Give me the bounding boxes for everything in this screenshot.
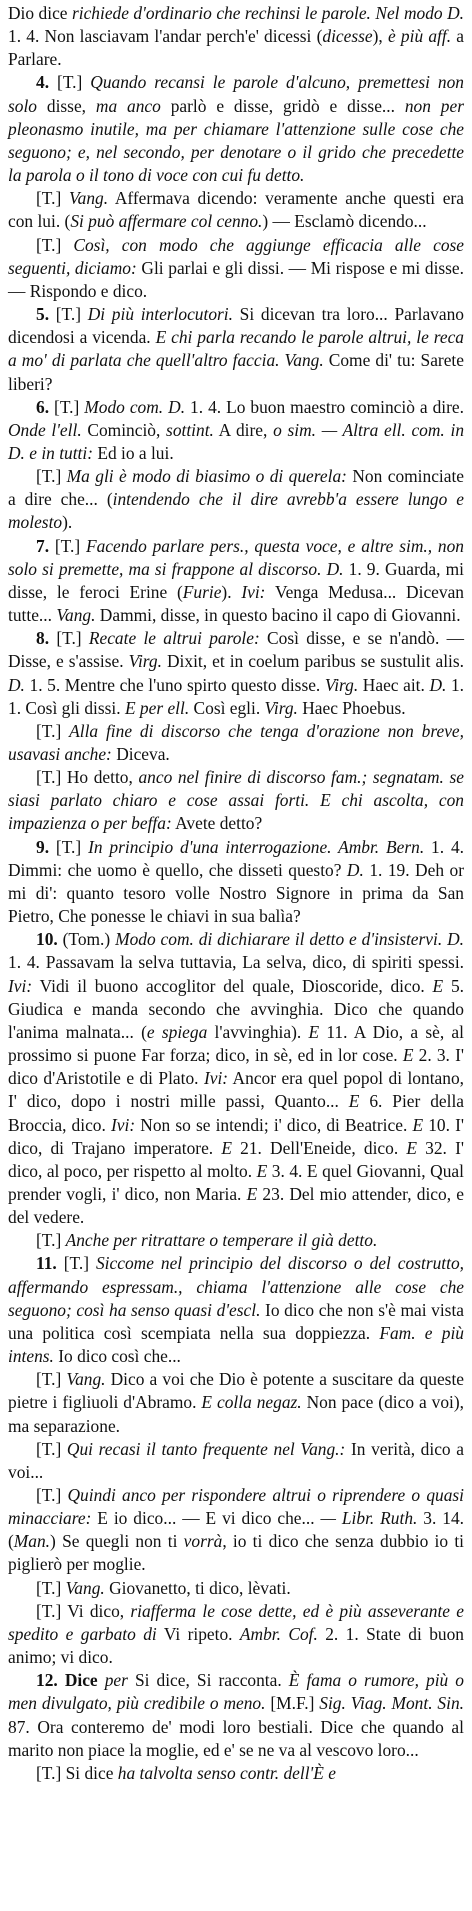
text-run: Haec ait. — [358, 674, 430, 695]
italic-text: D. — [8, 674, 25, 695]
text-run: Affermava dicendo: veramente anche questi era con lui. ( — [8, 188, 464, 232]
sense-number: 6. — [36, 396, 50, 417]
sense-number: 8. — [36, 628, 50, 649]
italic-text: dicesse — [322, 26, 373, 47]
italic-text: E colla negaz. — [201, 1392, 302, 1413]
italic-text: Sig. Viag. Mont. Sin. — [319, 1693, 464, 1714]
italic-text: Ivi: — [241, 581, 266, 602]
text-run: Avete detto? — [171, 813, 263, 834]
italic-text: Siccome nel principio del discorso o del costrutto, affermando espressam., chiama l'attenzione alle cose che seguono; così ha senso quasi d'escl. — [8, 1253, 464, 1320]
text-run: 1. 4. Passavam la selva tuttavia, La selva, dico, di spiriti spessi. — [8, 952, 464, 973]
italic-text: Ambr. Cof. — [239, 1623, 318, 1644]
italic-text: Ivi: — [8, 975, 33, 996]
italic-text: ha talvolta senso contr. dell'È e — [117, 1762, 336, 1783]
text-run: [T.] — [36, 234, 74, 255]
italic-text: Quando recansi le parole d'alcuno, premettesi non solo — [8, 72, 464, 116]
entry-paragraph — [8, 396, 464, 465]
text-run — [98, 1670, 105, 1690]
text-run: A dire, — [213, 419, 274, 440]
text-run — [58, 1670, 65, 1690]
text-run: [T.] — [36, 188, 69, 209]
italic-text: Modo com. di dichiarare il detto e d'insistervi. D. — [115, 929, 464, 950]
text-run: 2. 3. I' dico d'Aristotile e di Plato. — [8, 1045, 464, 1089]
entry-paragraph — [8, 465, 464, 534]
text-run: 1. 4. Non lasciavam l'andar perch'e' dicessi ( — [8, 26, 323, 47]
italic-text: o sim. — Altra ell. com. in D. e in tutti: — [8, 419, 465, 463]
text-run: ), — [372, 26, 388, 47]
text-run: Si dicevan tra loro... Parlavano dicendosi a vicenda. — [8, 304, 464, 348]
entry-paragraph — [8, 1600, 464, 1669]
text-run: l'avvinghia). — [207, 1021, 309, 1042]
italic-text: non per pleonasmo inutile, ma per chiamare l'attenzione sulle cose che seguono; e, nel secondo, per denotare o il grido che precedette la parola o il tono di voce con cui fu detto. — [8, 95, 464, 186]
text-run: 10. I' dico, di Trajano imperatore. — [8, 1114, 465, 1158]
italic-text: sottint. — [166, 419, 214, 440]
italic-text: Ivi: — [203, 1068, 229, 1089]
sense-number: 9. — [36, 836, 50, 857]
sense-number: 7. — [36, 535, 50, 556]
sense-number: 11. — [36, 1253, 57, 1274]
italic-text: intendendo che il dire avrebb'a essere lungo e molesto — [8, 489, 464, 533]
text-run: ). — [62, 512, 73, 533]
text-run: Vi ripeto. — [156, 1623, 240, 1644]
italic-text: E — [402, 1045, 414, 1066]
text-run: [T.] — [36, 1485, 68, 1505]
italic-text: Recate le altrui parole: — [88, 628, 260, 649]
italic-text: Virg. — [324, 674, 359, 695]
italic-text: E — [406, 1137, 417, 1158]
italic-text: Alla fine di discorso che tenga d'orazione non breve, usavasi anche: — [8, 720, 465, 764]
text-run: Vidi il buono accoglitor del quale, Dioscoride, dico. — [32, 975, 433, 996]
entry-paragraph — [8, 766, 464, 835]
text-run: 6. Pier della Broccia, dico. — [8, 1091, 464, 1135]
text-run: Dammi, disse, in questo bacino il capo di Giovanni. — [95, 605, 461, 626]
italic-text: È fama o rumore, più o men divulgato, più credibile o meno. — [8, 1670, 464, 1714]
text-run: Giovanetto, ti dico, lèvati. — [104, 1577, 291, 1598]
italic-text: Vang. — [56, 605, 96, 626]
italic-text: E — [256, 1160, 268, 1181]
entry-paragraph — [8, 928, 464, 1229]
text-run: 1. 19. Deh or mi di': quanto tesoro volle Nostro Signore in prima da San Pietro, Che ponesse le chiavi in sua balìa? — [8, 859, 464, 927]
text-run: a Parlare. — [8, 26, 464, 70]
text-run: 23. Del mio attender, dico, e del vedere. — [8, 1183, 464, 1228]
italic-text: E — [308, 1021, 320, 1042]
text-run: Diceva. — [111, 744, 170, 764]
entry-paragraph — [8, 187, 464, 233]
text-run: [T.] — [36, 1577, 66, 1598]
italic-text: Vang. — [65, 1577, 105, 1598]
italic-text: vorrà — [183, 1531, 223, 1552]
text-run: [T.] Vi dico, — [36, 1600, 131, 1621]
text-run: Io dico così che... — [53, 1346, 181, 1367]
entry-paragraph — [8, 1762, 464, 1785]
text-run: , io ti dico che senza dubbio io ti piglierò per moglie. — [8, 1531, 464, 1575]
italic-text: Fam. e più intens. — [8, 1322, 464, 1367]
text-run: 2. 1. State di buon animo; vi dico. — [8, 1623, 464, 1668]
italic-text: Modo com. D. — [84, 396, 186, 417]
text-run: 1. 4. Lo buon maestro cominciò a dire. — [185, 396, 464, 417]
italic-text: Facendo parlare pers., questa voce, e altre sim., non solo si premette, ma si frappone al discorso. D. — [8, 535, 464, 579]
text-run: 87. Ora conteremo de' modi loro bestiali. Dice che quando al marito non piace la moglie, ed e' se ne va al vescovo loro... — [8, 1716, 464, 1760]
text-run: 1. 1. Così gli dissi. — [8, 674, 464, 718]
text-run: Dixit, et in coelum paribus se sustulit alis. — [161, 651, 464, 672]
text-run: Come di' tu: Sarete liberi? — [8, 350, 464, 394]
text-run: [T.] — [36, 1369, 67, 1390]
text-run: Dico a voi che Dio è potente a suscitare da queste pietre i figliuoli d'Abramo. — [8, 1369, 464, 1413]
text-run: [T.] — [49, 836, 89, 857]
text-run: Così disse, e se n'andò. — Disse, e s'assise. — [8, 628, 464, 672]
italic-text: è più aff. — [387, 26, 452, 47]
text-run: [T.] — [56, 1253, 96, 1274]
italic-text: Furie — [182, 581, 222, 602]
italic-text: — Libr. Ruth. — [320, 1508, 418, 1529]
text-run: Ancor era quel popol di lontano, I' dico, dopo i nostri mille passi, Quanto... — [8, 1068, 464, 1112]
italic-text: Vang. — [66, 1369, 106, 1390]
text-run: Haec Phoebus. — [297, 697, 406, 718]
entry-paragraph — [8, 1669, 464, 1762]
entry-paragraph — [8, 234, 464, 303]
text-run: [T.] — [49, 72, 91, 93]
italic-text: Quindi anco per rispondere altrui o riprendere o quasi minacciare: — [8, 1485, 465, 1529]
italic-text: Così, con modo che aggiunge efficacia alle cose seguenti, diciamo: — [8, 234, 464, 278]
text-run: 3. 4. E quel Giovanni, Qual prender vogli, i' dico, non Maria. — [8, 1160, 464, 1204]
text-run: E io dico... — E vi dico che... — [91, 1508, 321, 1529]
entry-paragraph — [8, 303, 464, 396]
italic-text: per — [104, 1670, 128, 1691]
italic-text: richiede d'ordinario che rechinsi le parole. Nel modo D. — [71, 3, 464, 23]
italic-text: anco nel finire di discorso fam.; segnatam. se siasi parlato chiaro e cose assai forti. E chi ascolta, con impazienza o per beffa: — [8, 767, 464, 834]
italic-text: E — [348, 1091, 360, 1112]
text-run: 3. 14. ( — [8, 1508, 464, 1552]
text-run: Non so se intendi; i' dico, di Beatrice. — [135, 1114, 413, 1135]
italic-text: Si può affermare col cenno. — [70, 211, 263, 232]
italic-text: E — [221, 1137, 232, 1158]
italic-text: E — [412, 1114, 424, 1135]
text-run: [T.] — [49, 535, 86, 556]
entry-paragraph — [8, 71, 464, 187]
text-run: Gli parlai e gli dissi. — Mi rispose e mi disse. — Rispondo e dico. — [8, 257, 465, 301]
text-run: Non cominciate a dire che... ( — [8, 466, 465, 510]
italic-text: Ma gli è modo di biasimo o di querela: — [66, 466, 347, 487]
text-run: Io dico che non s'è mai vista una politica così scempiata nella sua doppiezza. — [8, 1299, 464, 1343]
text-run: disse, — [37, 95, 96, 116]
text-run: ). — [221, 581, 242, 602]
entry-paragraph — [8, 1252, 464, 1368]
entry-paragraph — [8, 1229, 464, 1252]
sense-number: 4. — [36, 72, 50, 93]
text-run: 1. 5. Mentre che l'uno spirto questo disse. — [24, 674, 325, 695]
text-run: 32. I' dico, al poco, per rispetto al molto. — [8, 1137, 465, 1181]
entry-paragraph — [8, 1438, 464, 1484]
italic-text: E — [432, 975, 444, 996]
text-run: Venga Medusa... Dicevan tutte... — [8, 581, 464, 626]
text-run: ) — Esclamò dicendo... — [262, 211, 427, 232]
text-run: [T.] — [36, 1438, 67, 1459]
entry-paragraph — [8, 1368, 464, 1437]
text-run: (Tom.) — [57, 929, 116, 950]
text-run: parlò e disse, gridò e disse... — [160, 95, 405, 116]
text-run: 1. 4. Dimmi: che uomo è quello, che disseti questo? — [8, 836, 465, 880]
entry-paragraph — [8, 1577, 464, 1600]
italic-text: D. — [346, 859, 364, 880]
italic-text: Virg. — [264, 697, 298, 718]
text-run: [T.] — [49, 304, 88, 325]
sense-number: 12. — [36, 1670, 58, 1691]
italic-text: e spiega — [146, 1021, 208, 1042]
italic-text: Man. — [13, 1531, 51, 1552]
text-run: Così egli. — [189, 697, 265, 718]
text-run: [T.] Ho detto, — [36, 767, 139, 788]
text-run: [M.F.] — [265, 1693, 320, 1714]
text-run: [T.] — [36, 720, 70, 741]
italic-text: Qui recasi il tanto frequente nel Vang.: — [66, 1438, 346, 1459]
italic-text: E per ell. — [124, 697, 190, 718]
italic-text: Onde l'ell. — [8, 419, 82, 440]
italic-text: ma anco — [95, 95, 161, 116]
italic-text: Di più interlocutori. — [87, 304, 233, 325]
text-run: Si dice, Si racconta. — [127, 1670, 289, 1691]
entry-paragraph — [8, 836, 464, 929]
text-run: Ed io a lui. — [93, 442, 174, 463]
italic-text: In principio d'una interrogazione. Ambr. Bern. — [88, 836, 425, 857]
entry-paragraph — [8, 1484, 464, 1577]
entry-paragraph — [8, 720, 464, 766]
text-run: Dio dice — [8, 3, 72, 23]
italic-text: D. — [429, 674, 447, 695]
italic-text: E chi parla recando le parole altrui, le reca a mo' di parlata che quell'altro faccia. Vang. — [8, 327, 464, 371]
italic-text: riafferma le cose dette, ed è più asseverante e spedito e garbato di — [8, 1600, 464, 1644]
italic-text: Vang. — [68, 188, 109, 209]
text-run: [T.] — [36, 466, 67, 487]
text-run: [T.] — [36, 1230, 66, 1251]
text-run: Non pace (dico a voi), ma separazione. — [8, 1392, 464, 1436]
text-run: [T.] — [49, 396, 85, 417]
sense-number: Dice — [64, 1670, 98, 1691]
italic-text: E — [246, 1183, 258, 1204]
text-run: Cominciò, — [81, 419, 167, 440]
entry-text — [8, 2, 464, 1785]
italic-text: Anche per ritrattare o temperare il già detto. — [65, 1230, 378, 1251]
text-run: In verità, dico a voi... — [8, 1438, 464, 1482]
text-run: 11. A Dio, a sè, al prossimo si puone Far forza; dico, in sè, ed in lor cose. — [8, 1021, 464, 1066]
text-run: [T.] Si dice — [36, 1762, 118, 1783]
text-run: [T.] — [49, 628, 89, 649]
italic-text: Ivi: — [110, 1114, 136, 1135]
sense-number: 10. — [36, 929, 58, 950]
text-run: 21. Dell'Eneide, dico. — [231, 1137, 407, 1158]
entry-paragraph — [8, 535, 464, 628]
entry-paragraph — [8, 2, 464, 71]
text-run: 1. 9. Guarda, mi disse, le feroci Erine ( — [8, 558, 464, 602]
sense-number: 5. — [36, 304, 50, 325]
text-run: 5. Giudica e manda secondo che avvinghia. Dico che quando l'anima malnata... ( — [8, 975, 464, 1042]
entry-paragraph — [8, 627, 464, 720]
italic-text: Virg. — [128, 651, 162, 672]
text-run: ) Se quegli non ti — [50, 1531, 184, 1552]
